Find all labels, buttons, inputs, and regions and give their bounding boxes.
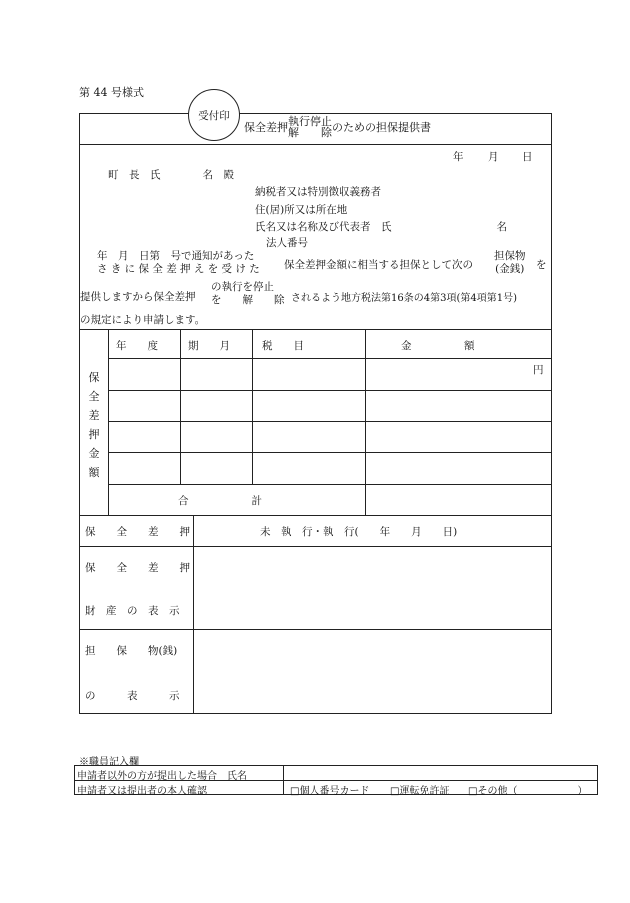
table-bottom-border [79,515,551,516]
cell-period-4[interactable] [181,453,251,483]
seizure-label: 保 全 差 押 [85,526,190,538]
total-label: 合 計 [178,495,262,507]
cell-year-1[interactable] [109,359,179,389]
collateral-label-bottom: の 表 示 [85,690,180,702]
total-amount-cell[interactable] [366,485,550,514]
body-line1-end: を [536,259,547,271]
amount-yen-unit: 円 [533,364,544,376]
body-collateral-goods: 担保物 [494,250,526,262]
cell-tax-1[interactable] [253,359,364,389]
header-year: 年 度 [116,340,158,352]
cell-period-2[interactable] [181,391,251,420]
side-label-char: 差 [88,409,100,422]
cell-period-3[interactable] [181,422,251,451]
seizure-status: 未 執 行・執 行( 年 月 日) [260,526,458,538]
applicant-taxpayer-label: 納税者又は特別徴収義務者 [255,186,381,198]
header-amount: 金 額 [401,340,475,352]
table-top-border [79,329,551,330]
body-collateral-money: (金銭) [495,263,525,275]
title-prefix: 保全差押 [244,121,288,134]
body-line2-option-release: を 解 除 [211,294,285,306]
body-line2-option-stop: の執行を停止 [211,281,274,293]
body-line1-top: 年 月 日第 号で通知があった [97,250,255,262]
cell-year-3[interactable] [109,422,179,451]
frame-bottom-border [79,713,551,714]
frame-top-border [79,113,551,114]
cell-amount-2[interactable] [366,391,550,420]
property-label-top: 保 全 差 押 [85,562,190,574]
form-number: 第 44 号様式 [79,86,144,99]
cell-amount-4[interactable] [366,453,550,483]
reception-stamp [188,89,240,141]
reception-stamp-label: 受付印 [198,109,230,122]
applicant-corporate-number-label: 法人番号 [266,237,308,249]
staff-row1-name-field[interactable] [284,766,597,779]
checkbox-drivers-license[interactable]: □運転免許証 [390,786,450,797]
cell-tax-3[interactable] [253,422,364,451]
table-side-label [80,368,108,482]
cell-amount-3[interactable] [366,422,550,451]
body-line1-stack [97,250,260,276]
date-month-label: 月 [488,151,499,163]
side-label-char: 額 [88,466,100,479]
title-option [288,116,332,138]
title-option-release: 解 除 [288,126,332,139]
body-line2-start: 提供しますから保全差押 [80,291,196,303]
body-line1-bottom: さ き に 保 全 差 押 え を 受 け た [97,263,260,275]
title-suffix: のための担保提供書 [332,121,431,134]
header-tax-item: 税 目 [262,340,304,352]
body-line2-option [211,281,285,307]
header-period: 期 月 [188,340,230,352]
cell-period-1[interactable] [181,359,251,389]
cell-amount-1[interactable] [366,359,550,389]
body-line2-end: されるよう地方税法第16条の4第3項(第4項第1号) [291,293,517,304]
side-label-char: 押 [88,428,100,441]
side-label-char: 保 [88,371,100,384]
staff-section-heading: ※職員記入欄 [79,757,139,768]
collateral-label-top: 担 保 物(銭) [85,645,178,657]
form-title [244,116,431,138]
property-label-bottom: 財 産 の 表 示 [85,605,180,617]
cell-tax-2[interactable] [253,391,364,420]
property-description-field[interactable] [194,547,550,629]
checkbox-other[interactable]: □その他（ ） [468,786,588,797]
applicant-name-label: 氏名又は名称及び代表者 氏 名 [255,221,507,233]
staff-row2-label: 申請者又は提出者の本人確認 [77,786,207,797]
body-line1-mid: 保全差押金額に相当する担保として次の [284,259,473,271]
frame-right-border [551,113,552,714]
addressee: 町 長 氏 名 殿 [108,169,234,181]
body-collateral-option [494,250,526,276]
date-year-label: 年 [453,151,464,163]
side-label-char: 金 [88,447,100,460]
cell-year-2[interactable] [109,391,179,420]
date-day-label: 日 [522,151,533,163]
collateral-description-field[interactable] [194,630,550,712]
body-line3: の規定により申請します。 [80,314,206,326]
checkbox-mynumber-card[interactable]: □個人番号カード [290,786,370,797]
staff-row1-label: 申請者以外の方が提出した場合 氏名 [77,771,247,782]
side-label-char: 全 [88,390,100,403]
cell-tax-4[interactable] [253,453,364,483]
applicant-address-label: 住(居)所又は所在地 [255,204,348,216]
title-divider [79,144,551,145]
title-option-stop: 執行停止 [288,115,332,128]
cell-year-4[interactable] [109,453,179,483]
